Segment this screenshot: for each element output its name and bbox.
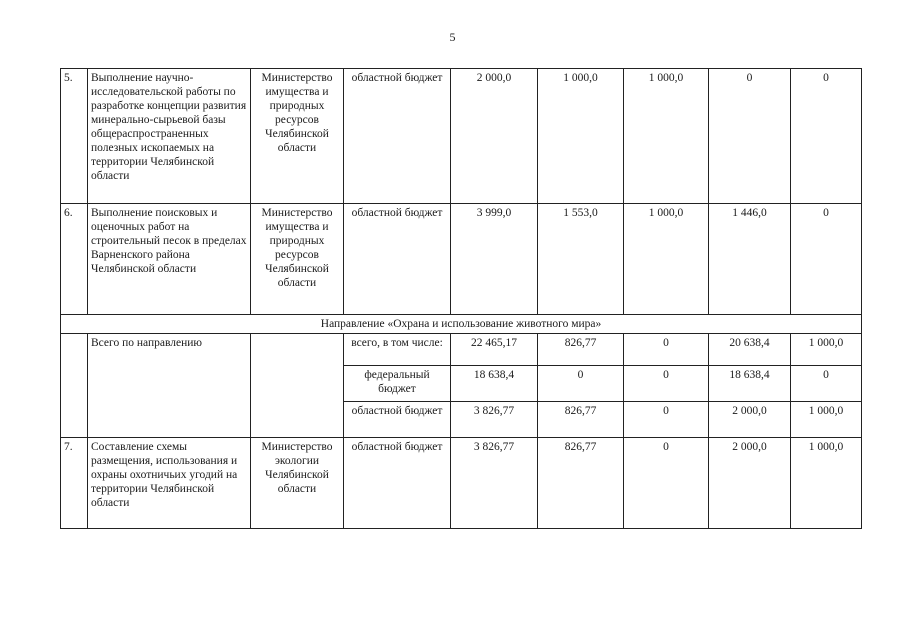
summary-row bbox=[61, 334, 862, 366]
year-1-amount: 826,77 bbox=[538, 438, 624, 529]
summary-label: Всего по направлению bbox=[88, 334, 251, 438]
executor-empty bbox=[251, 334, 344, 438]
year-1-amount: 1 553,0 bbox=[538, 204, 624, 315]
executor-cell: Министерство экологии Челябинской области bbox=[251, 438, 344, 529]
row-number-empty bbox=[61, 334, 88, 438]
total-amount: 2 000,0 bbox=[451, 69, 538, 204]
year-2-amount: 1 000,0 bbox=[624, 69, 709, 204]
year-3-amount: 20 638,4 bbox=[709, 334, 791, 366]
year-4-amount: 0 bbox=[791, 204, 862, 315]
section-title: Направление «Охрана и использование животного мира» bbox=[61, 315, 862, 334]
year-1-amount: 826,77 bbox=[538, 402, 624, 438]
executor-cell: Министерство имущества и природных ресурсов Челябинской области bbox=[251, 69, 344, 204]
executor-cell: Министерство имущества и природных ресурсов Челябинской области bbox=[251, 204, 344, 315]
year-4-amount: 0 bbox=[791, 366, 862, 402]
total-amount: 3 999,0 bbox=[451, 204, 538, 315]
activity-name: Составление схемы размещения, использования и охраны охотничьих угодий на территории Челябинской области bbox=[88, 438, 251, 529]
year-3-amount: 0 bbox=[709, 69, 791, 204]
budget-table bbox=[60, 68, 862, 529]
table-row bbox=[61, 204, 862, 315]
table-row bbox=[61, 438, 862, 529]
section-row bbox=[61, 315, 862, 334]
year-2-amount: 0 bbox=[624, 438, 709, 529]
year-2-amount: 0 bbox=[624, 366, 709, 402]
year-3-amount: 2 000,0 bbox=[709, 402, 791, 438]
funding-source: всего, в том числе: bbox=[344, 334, 451, 366]
year-3-amount: 2 000,0 bbox=[709, 438, 791, 529]
year-2-amount: 1 000,0 bbox=[624, 204, 709, 315]
activity-name: Выполнение поисковых и оценочных работ на строительный песок в пределах Варненского района Челябинской области bbox=[88, 204, 251, 315]
year-4-amount: 1 000,0 bbox=[791, 438, 862, 529]
year-4-amount: 0 bbox=[791, 69, 862, 204]
year-3-amount: 1 446,0 bbox=[709, 204, 791, 315]
total-amount: 22 465,17 bbox=[451, 334, 538, 366]
page-number: 5 bbox=[449, 30, 456, 44]
year-1-amount: 0 bbox=[538, 366, 624, 402]
funding-source: областной бюджет bbox=[344, 69, 451, 204]
year-1-amount: 1 000,0 bbox=[538, 69, 624, 204]
total-amount: 3 826,77 bbox=[451, 402, 538, 438]
year-1-amount: 826,77 bbox=[538, 334, 624, 366]
activity-name: Выполнение научно-исследовательской работы по разработке концепции развития минерально-сырьевой базы общераспространенных полезных ископаемых на территории Челябинской области bbox=[88, 69, 251, 204]
total-amount: 3 826,77 bbox=[451, 438, 538, 529]
year-4-amount: 1 000,0 bbox=[791, 402, 862, 438]
row-number: 5. bbox=[61, 69, 88, 204]
year-2-amount: 0 bbox=[624, 334, 709, 366]
funding-source: областной бюджет bbox=[344, 402, 451, 438]
funding-source: областной бюджет bbox=[344, 204, 451, 315]
total-amount: 18 638,4 bbox=[451, 366, 538, 402]
funding-source: федеральный бюджет bbox=[344, 366, 451, 402]
year-4-amount: 1 000,0 bbox=[791, 334, 862, 366]
funding-source: областной бюджет bbox=[344, 438, 451, 529]
table-row bbox=[61, 69, 862, 204]
row-number: 6. bbox=[61, 204, 88, 315]
year-2-amount: 0 bbox=[624, 402, 709, 438]
year-3-amount: 18 638,4 bbox=[709, 366, 791, 402]
row-number: 7. bbox=[61, 438, 88, 529]
